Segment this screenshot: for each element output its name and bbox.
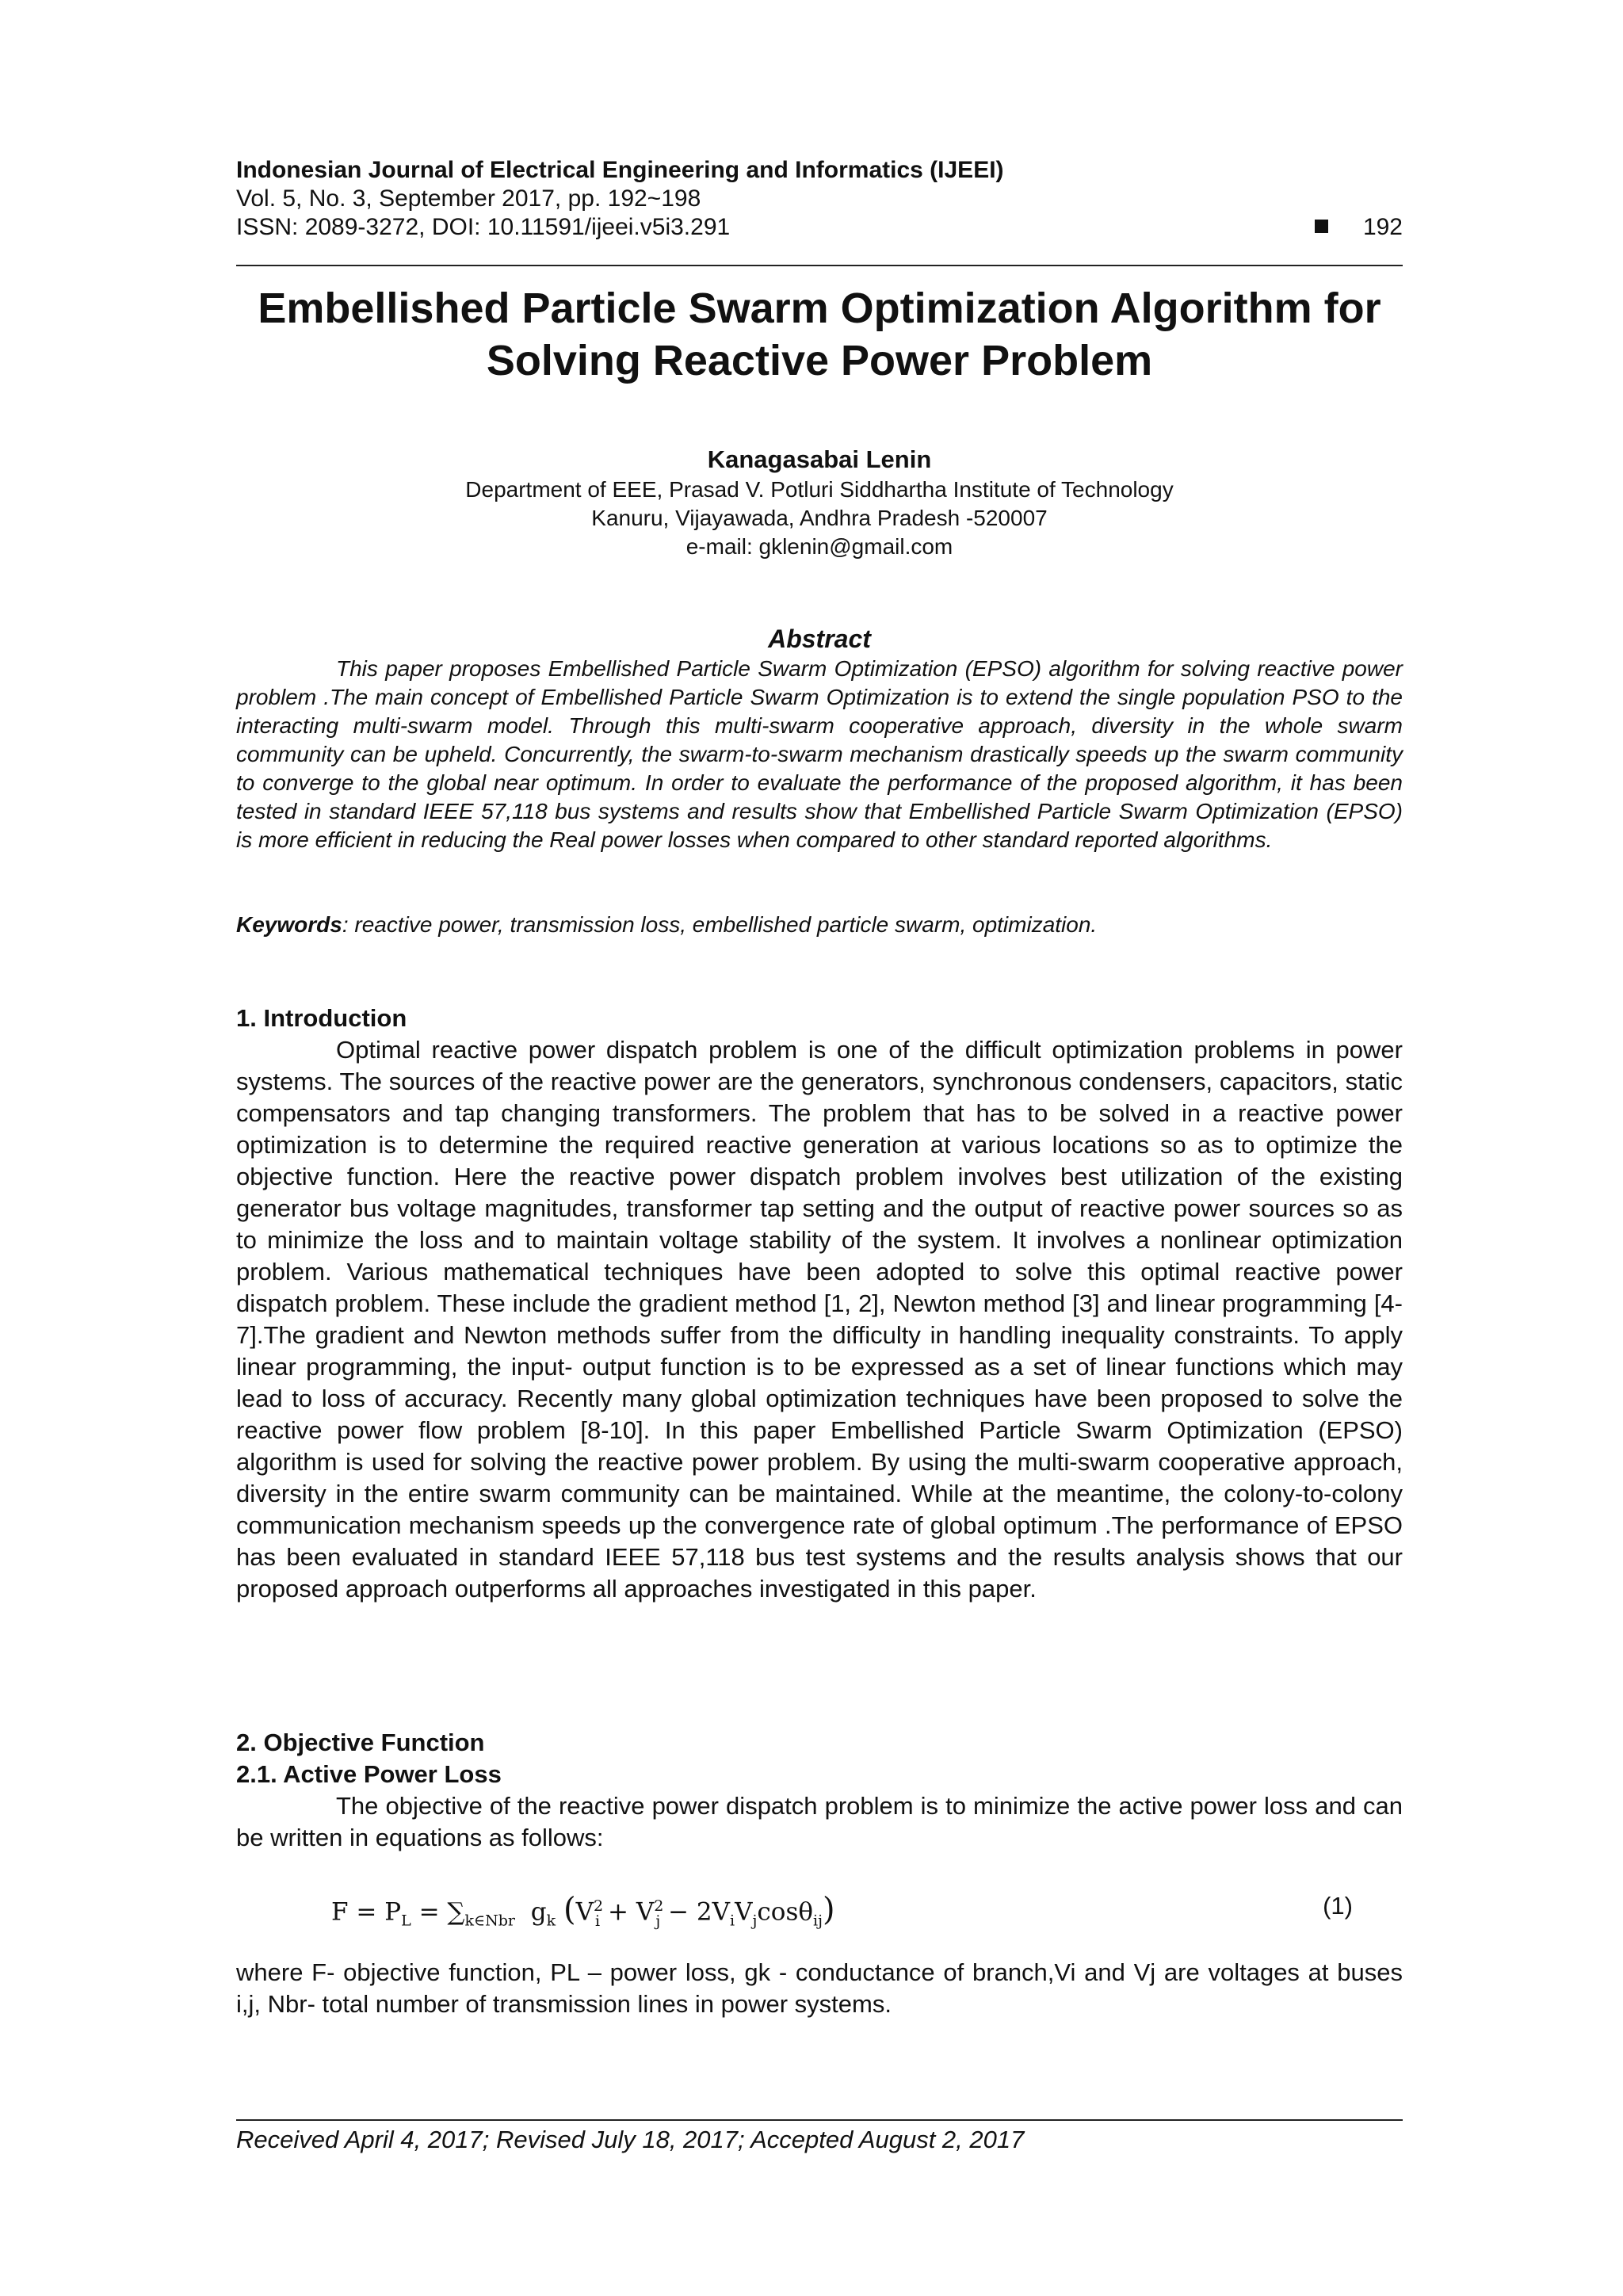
eq-vj2-subscript: j <box>752 1912 758 1930</box>
eq-equals-2: = <box>418 1897 440 1927</box>
eq-symbol-vi: V <box>575 1897 594 1927</box>
eq-sum-subscript: k∈Nbr <box>464 1912 515 1930</box>
introduction-text: Optimal reactive power dispatch problem is one of the difficult optimization problems in power systems. The sources of the reactive power are the generators, synchronous condensers, capacitors, static compensators and tap changing transformers. The problem that has to be solved in a reactive power optimization is to determine the required reactive generation at various locations so as to optimize the objective function. Here the reactive power dispatch problem involves best utilization of the existing generator bus voltage magnitudes, transformer tap setting and the output of reactive power sources so as to minimize the loss and to maintain voltage stability of the system. It involves a nonlinear optimization problem. Various mathematical techniques have been adopted to solve this optimal reactive power dispatch problem. These include the gradient method [1, 2], Newton method [3] and linear programming [4-7].The gradient and Newton methods suffer from the difficulty in handling inequality constraints. To apply linear programming, the input- output function is to be expressed as a set of linear functions which may lead to loss of accuracy. Recently many global optimization techniques have been proposed to solve the reactive power flow problem [8-10]. In this paper Embellished Particle Swarm Optimization (EPSO) algorithm is used for solving the reactive power problem. By using the multi-swarm cooperative approach, diversity in the entire swarm community can be maintained. While at the meantime, the colony-to-colony communication mechanism speeds up the convergence rate of global optimum .The performance of EPSO has been evaluated in standard IEEE 57,118 bus test systems and the results analysis shows that our proposed approach outperforms all approaches investigated in this paper. <box>236 1036 1403 1603</box>
equation-1 <box>331 1889 835 1939</box>
objective-text: The objective of the reactive power dispatch problem is to minimize the active power loss and can be written in equations as follows: <box>236 1792 1403 1851</box>
eq-equals: = <box>356 1897 377 1927</box>
eq-symbol-p: P <box>384 1897 402 1927</box>
square-bullet-icon <box>1315 220 1328 233</box>
author-email: e-mail: gklenin@gmail.com <box>685 534 953 559</box>
abstract-text: This paper proposes Embellished Particle Swarm Optimization (EPSO) algorithm for solving reactive power problem .The main concept of Embellished Particle Swarm Optimization is to extend the single population PSO to the interacting multi-swarm model. Through this multi-swarm cooperative approach, diversity in the whole swarm community can be upheld. Concurrently, the swarm-to-swarm mechanism drastically speeds up the swarm community to converge to the global near optimum. In order to evaluate the performance of the proposed algorithm, it has been tested in standard IEEE 57,118 bus systems and results show that Embellished Particle Swarm Optimization (EPSO) is more efficient in reducing the Real power losses when compared to other standard reported algorithms. <box>236 656 1403 852</box>
author-address: Kanuru, Vijayawada, Andhra Pradesh -520007 <box>591 506 1048 530</box>
equation-number: (1) <box>1323 1892 1353 1920</box>
title-line-1: Embellished Particle Swarm Optimization Algorithm for <box>258 285 1381 332</box>
eq-cos: cos <box>757 1897 799 1927</box>
eq-vi2-subscript: i <box>730 1912 735 1930</box>
title-line-2: Solving Reactive Power Problem <box>486 337 1153 384</box>
eq-sum-symbol: ∑ <box>447 1897 465 1927</box>
received-dates: Received April 4, 2017; Revised July 18, 2017; Accepted August 2, 2017 <box>236 2126 1025 2153</box>
abstract-heading: Abstract <box>768 625 871 653</box>
author-name: Kanagasabai Lenin <box>707 445 932 473</box>
equation-1-row <box>236 1889 1403 1928</box>
eq-symbol-vj: V <box>636 1897 655 1927</box>
eq-theta: θ <box>798 1897 814 1927</box>
eq-vi-power: 2 <box>593 1897 604 1915</box>
journal-header <box>236 156 1403 242</box>
page-number-block <box>1315 213 1403 242</box>
eq-minus: − <box>668 1897 689 1927</box>
journal-issn-row <box>236 213 1403 242</box>
eq-plus: + <box>607 1897 628 1927</box>
objective-heading: 2. Objective Function <box>236 1729 485 1756</box>
page-number: 192 <box>1362 214 1403 240</box>
author-department: Department of EEE, Prasad V. Potluri Siddhartha Institute of Technology <box>465 477 1174 502</box>
eq-vi-subscript: i <box>595 1912 601 1930</box>
eq-symbol-vj-2: V <box>735 1897 753 1927</box>
eq-left-paren: ( <box>563 1891 576 1928</box>
eq-p-subscript: L <box>401 1912 411 1930</box>
journal-name: Indonesian Journal of Electrical Engineering and Informatics (IJEEI) <box>236 157 1004 183</box>
journal-volume: Vol. 5, No. 3, September 2017, pp. 192~198 <box>236 185 701 212</box>
eq-theta-subscript: ij <box>813 1912 823 1930</box>
eq-right-paren: ) <box>823 1891 835 1928</box>
introduction-heading: 1. Introduction <box>236 1004 407 1032</box>
eq-vj-subscript: j <box>655 1912 661 1930</box>
journal-issn: ISSN: 2089-3272, DOI: 10.11591/ijeei.v5i3.291 <box>236 214 731 240</box>
eq-g-subscript: k <box>546 1912 556 1930</box>
active-power-loss-heading: 2.1. Active Power Loss <box>236 1760 502 1788</box>
eq-vj-power: 2 <box>654 1897 664 1915</box>
eq-symbol-f: F <box>331 1897 349 1927</box>
keywords-line <box>236 911 1403 939</box>
eq-symbol-g: g <box>530 1897 547 1927</box>
author-block <box>236 444 1403 561</box>
where-text: where F- objective function, PL – power loss, gk - conductance of branch,Vi and Vj are voltages at buses i,j, Nbr- total number of transmission lines in power systems. <box>236 1958 1403 2018</box>
footer-divider <box>236 2119 1403 2121</box>
paper-title <box>236 282 1403 387</box>
keywords-label: Keywords <box>236 912 342 937</box>
header-divider <box>236 265 1403 266</box>
eq-coefficient: 2 <box>696 1897 712 1927</box>
keywords-text: : reactive power, transmission loss, embellished particle swarm, optimization. <box>342 912 1098 937</box>
eq-symbol-vi-2: V <box>712 1897 731 1927</box>
